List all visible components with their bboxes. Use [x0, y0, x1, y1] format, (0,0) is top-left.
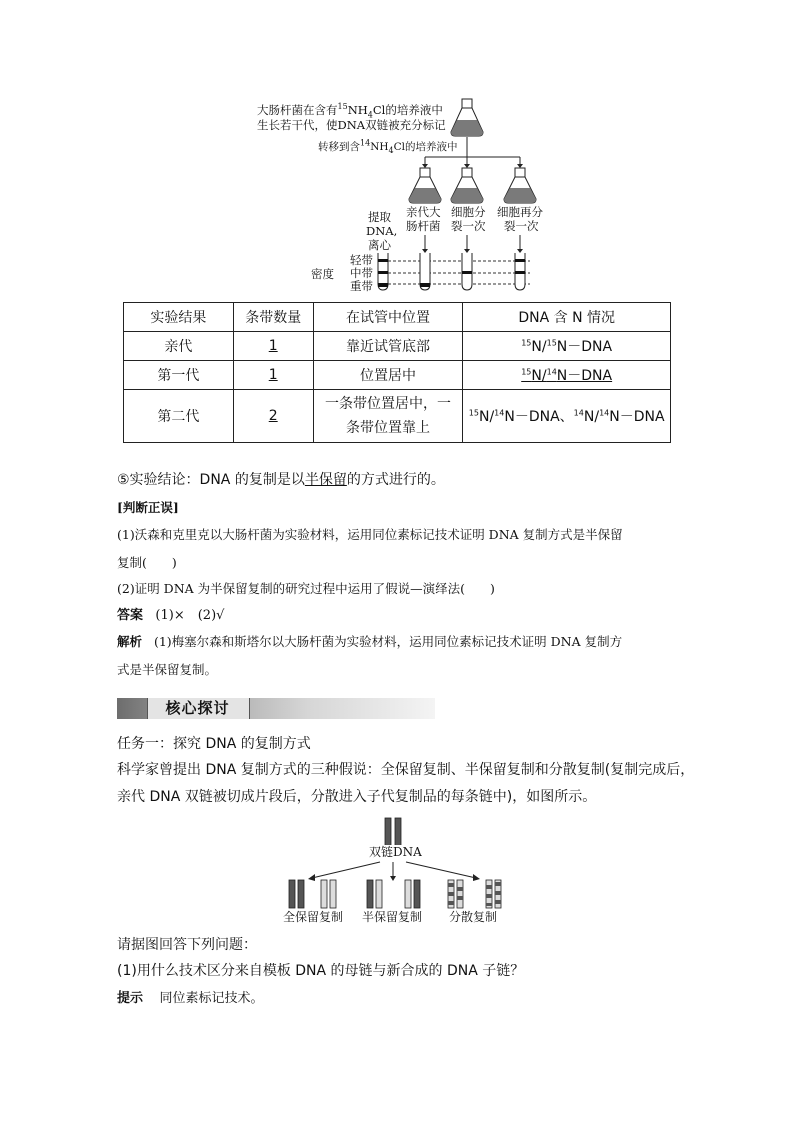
band-count: 1 [268, 367, 278, 383]
test-tube-gen2 [515, 253, 525, 290]
table-row [124, 390, 671, 443]
hint-line: 提示 同位素标记技术。 [117, 991, 264, 1006]
figure-desc-line2: 生长若干代，使DNA双链被充分标记 [257, 118, 446, 132]
parent-dna-label: 双链DNA [369, 845, 422, 859]
table-row [124, 332, 671, 361]
flask3-label-2: 裂一次 [504, 219, 539, 233]
extract-label-3: 离心 [368, 238, 391, 252]
table-cell [233, 332, 313, 361]
experiment-diagram [0, 0, 794, 300]
band-count: 2 [268, 408, 278, 424]
table-header-row [124, 303, 671, 332]
ask-line: 请据图回答下列问题： [117, 937, 257, 953]
table-cell: 位置居中 [313, 361, 463, 390]
table-cell: $^{15}$N/$^{14}$N－DNA [463, 361, 671, 390]
answer-label: 答案 [117, 608, 144, 623]
flask1-label-1: 亲代大 [406, 205, 441, 219]
paragraph-line-1: 科学家曾提出 DNA 复制方式的三种假说：全保留复制、半保留复制和分散复制(复制完成后， [117, 762, 695, 778]
flask1-label-2: 肠杆菌 [406, 219, 441, 233]
flask-icon [409, 168, 441, 203]
table-header: 在试管中位置 [313, 303, 463, 332]
table-header: 实验结果 [124, 303, 234, 332]
question-1-line-2: 复制( ) [117, 555, 177, 570]
table-cell: $^{15}$N/$^{15}$N－DNA [463, 332, 671, 361]
flask-icon [451, 99, 483, 136]
semiconservative-label: 半保留复制 [362, 910, 423, 924]
results-table [123, 302, 671, 443]
band-mid-label: 中带 [350, 266, 373, 280]
flask2-label-1: 细胞分 [451, 205, 486, 219]
table-header: DNA 含 N 情况 [463, 303, 671, 332]
table-cell [233, 390, 313, 443]
task-title: 任务一：探究 DNA 的复制方式 [117, 736, 311, 752]
question-3: (1)用什么技术区分来自模板 DNA 的母链与新合成的 DNA 子链？ [117, 963, 525, 979]
band-light-label: 轻带 [350, 253, 373, 267]
semiconservative-replication-icon [367, 880, 420, 908]
transfer-label: 转移到含$^{14}NH_4Cl$的培养液中 [318, 138, 458, 156]
conclusion-line: ⑤实验结论：DNA 的复制是以半保留的方式进行的。 [117, 472, 445, 488]
table-cell [233, 361, 313, 390]
test-tube-gen1 [462, 253, 472, 290]
table-header: 条带数量 [233, 303, 313, 332]
flask2-label-2: 裂一次 [451, 219, 486, 233]
table-cell: 第二代 [124, 390, 234, 443]
replication-modes-diagram [0, 810, 794, 922]
test-tube-parent [420, 253, 430, 290]
question-2: (2)证明 DNA 为半保留复制的研究过程中运用了假说—演绎法( ) [117, 581, 495, 596]
table-cell: $^{15}$N/$^{14}$N－DNA、$^{14}$N/$^{14}$N－DNA [463, 390, 671, 443]
answer-line: 答案 (1)× (2)√ [117, 608, 225, 623]
analysis-label: 解析 [117, 634, 143, 649]
flask3-label-1: 细胞再分 [497, 205, 543, 219]
band-count: 1 [268, 338, 278, 354]
table-cell: 一条带位置居中，一 条带位置靠上 [313, 390, 463, 443]
extract-label-2: DNA, [366, 224, 398, 238]
paragraph-line-2: 亲代 DNA 双链被切成片段后，分散进入子代复制品的每条链中)，如图所示。 [117, 789, 597, 805]
section-title: 核心探讨 [165, 699, 230, 717]
hint-label: 提示 [117, 991, 144, 1006]
reference-tube [378, 253, 388, 290]
judge-title: [判断正误] [117, 500, 179, 515]
conservative-replication-icon [289, 880, 336, 908]
conservative-label: 全保留复制 [283, 910, 344, 924]
table-row [124, 361, 671, 390]
analysis-line-1: 解析 (1)梅塞尔森和斯塔尔以大肠杆菌为实验材料，运用同位素标记技术证明 DNA 复制方 [117, 634, 623, 649]
figure-desc-line1: 大肠杆菌在含有$^{15}NH_4Cl$的培养液中 [257, 102, 443, 120]
extract-label-1: 提取 [368, 210, 391, 224]
band-heavy-label: 重带 [350, 279, 373, 293]
density-label: 密度 [311, 267, 334, 281]
flask-icon [504, 168, 536, 203]
dispersive-label: 分散复制 [449, 910, 498, 924]
flask-icon [451, 168, 483, 203]
question-1-line-1: (1)沃森和克里克以大肠杆菌为实验材料，运用同位素标记技术证明 DNA 复制方式是半保留 [117, 527, 623, 542]
table-cell: 第一代 [124, 361, 234, 390]
table-cell: 亲代 [124, 332, 234, 361]
analysis-line-2: 式是半保留复制。 [117, 662, 218, 677]
dispersive-replication-icon [448, 880, 501, 908]
table-cell: 靠近试管底部 [313, 332, 463, 361]
